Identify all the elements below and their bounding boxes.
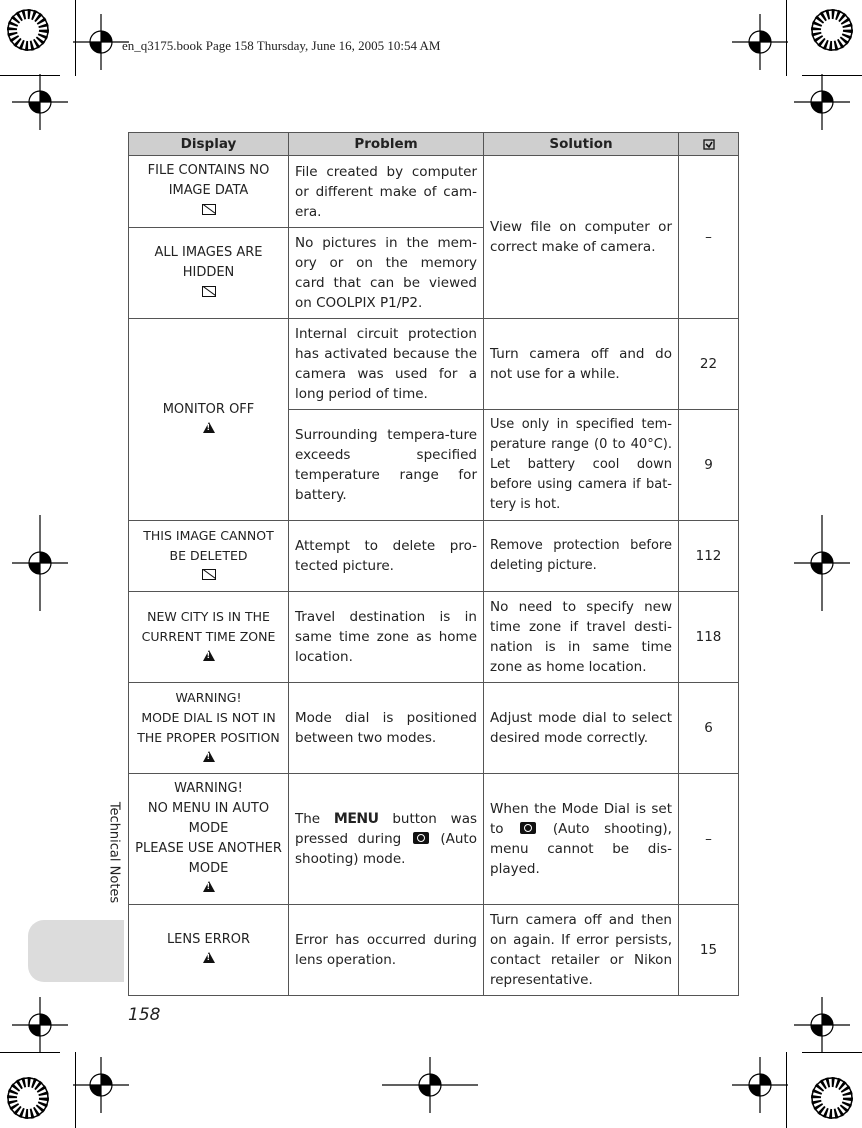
table-row [129, 521, 739, 592]
page-cell: – [679, 774, 739, 905]
display-message-line3: PLEASE USE ANOTHER MODE [135, 841, 282, 876]
warning-icon [203, 952, 215, 963]
no-image-icon [202, 569, 216, 580]
problem-cell: Mode dial is positioned between two modes. [289, 683, 484, 774]
problem-text: The [295, 811, 321, 827]
display-message: FILE CONTAINS NO IMAGE DATA [147, 163, 270, 198]
display-cell [129, 905, 289, 996]
display-cell [129, 156, 289, 228]
section-label-text: Technical Notes [106, 801, 122, 904]
camera-icon [520, 822, 536, 834]
problem-cell: Travel destination is in same time zone as home location. [289, 592, 484, 683]
print-slug: en_q3175.book Page 158 Thursday, June 16, 2005 10:54 AM [122, 38, 441, 53]
table-row [129, 156, 739, 228]
problem-cell: Surrounding tempera-ture exceeds specified temperature range for battery. [289, 410, 484, 521]
page-cell: 22 [679, 319, 739, 410]
section-tab [28, 920, 124, 982]
display-cell [129, 521, 289, 592]
problem-cell: No pictures in the mem-ory or on the memory card that can be viewed on COOLPIX P1/P2. [289, 228, 484, 319]
problem-cell [289, 774, 484, 905]
troubleshooting-table [128, 132, 739, 996]
table-row [129, 905, 739, 996]
display-message-line2: MODE DIAL IS NOT IN THE PROPER POSITION [137, 710, 280, 745]
display-cell [129, 774, 289, 905]
display-cell [129, 228, 289, 319]
display-message-line2: NO MENU IN AUTO MODE [147, 801, 270, 836]
page-cell: 15 [679, 905, 739, 996]
table-row [129, 774, 739, 905]
header-problem: Problem [289, 133, 484, 156]
display-message: MONITOR OFF [162, 401, 255, 417]
table-row [129, 683, 739, 774]
solution-cell: No need to specify new time zone if travel desti-nation is in same time zone as home location. [484, 592, 679, 683]
warning-icon [203, 881, 215, 892]
solution-cell: Turn camera off and do not use for a while. [484, 319, 679, 410]
camera-icon [413, 832, 429, 844]
header-solution: Solution [484, 133, 679, 156]
header-display: Display [129, 133, 289, 156]
display-message: ALL IMAGES ARE HIDDEN [154, 244, 263, 280]
table-row [129, 592, 739, 683]
solution-text: (Auto shooting), menu cannot be dis-played. [490, 821, 672, 877]
solution-cell: View file on computer or correct make of camera. [484, 156, 679, 319]
solution-cell: Use only in specified tem-perature range (0 to 40°C). Let battery cool down before using camera if bat-tery is hot. [484, 410, 679, 521]
warning-icon [203, 751, 215, 762]
problem-text: (Auto shooting) mode. [295, 831, 477, 867]
problem-cell: File created by computer or different make of cam-era. [289, 156, 484, 228]
display-cell [129, 592, 289, 683]
page-reference-icon [703, 138, 715, 150]
problem-cell: Internal circuit protection has activated because the camera was used for a long period of time. [289, 319, 484, 410]
header-page-reference [679, 133, 739, 156]
problem-cell: Error has occurred during lens operation. [289, 905, 484, 996]
page-cell: 118 [679, 592, 739, 683]
problem-text: button was pressed during [295, 811, 478, 847]
warning-icon [203, 650, 215, 661]
solution-cell [484, 774, 679, 905]
display-cell [129, 319, 289, 521]
solution-cell: Turn camera off and then on again. If error persists, contact retailer or Nikon representative. [484, 905, 679, 996]
table-row [129, 319, 739, 410]
page-cell: 9 [679, 410, 739, 521]
display-message: THIS IMAGE CANNOT BE DELETED [143, 528, 274, 563]
display-message: LENS ERROR [166, 932, 251, 947]
solution-cell: Remove protection before deleting picture. [484, 521, 679, 592]
page-cell: – [679, 156, 739, 319]
section-label [103, 795, 123, 913]
no-image-icon [202, 286, 216, 297]
solution-text: When the Mode Dial is set to [490, 801, 672, 837]
warning-icon [203, 422, 215, 433]
display-message-line1: WARNING! [174, 781, 243, 796]
no-image-icon [202, 204, 216, 215]
menu-button-icon: MENU [333, 811, 379, 827]
display-cell [129, 683, 289, 774]
table-header-row [129, 133, 739, 156]
solution-cell: Adjust mode dial to select desired mode correctly. [484, 683, 679, 774]
page-cell: 6 [679, 683, 739, 774]
page-number: 158 [128, 1005, 161, 1025]
problem-cell: Attempt to delete pro-tected picture. [289, 521, 484, 592]
page-cell: 112 [679, 521, 739, 592]
display-message-line1: WARNING! [175, 690, 242, 705]
display-message: NEW CITY IS IN THE CURRENT TIME ZONE [141, 609, 276, 644]
